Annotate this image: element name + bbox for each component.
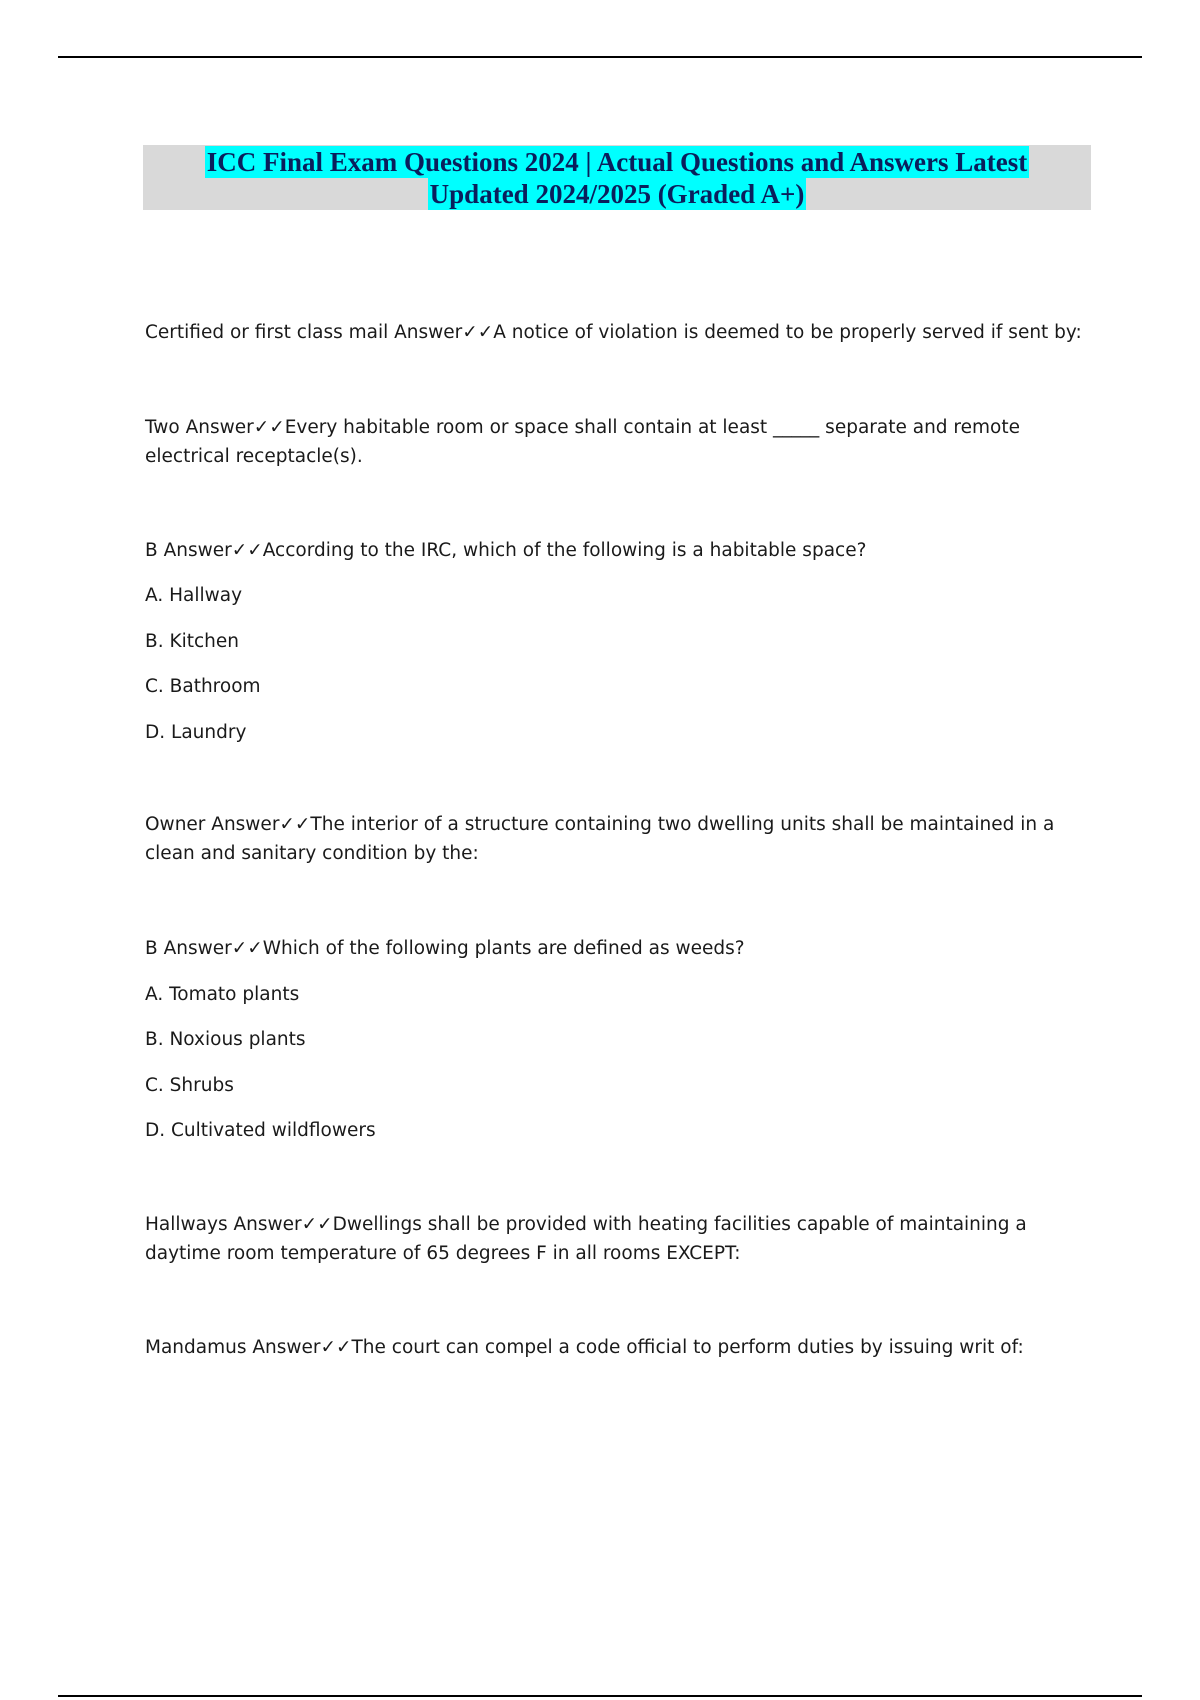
option-item: B. Noxious plants bbox=[145, 1029, 306, 1050]
question-2 bbox=[145, 413, 1100, 471]
top-rule bbox=[58, 56, 1142, 58]
bottom-rule bbox=[58, 1695, 1142, 1697]
option-item: A. Tomato plants bbox=[145, 984, 300, 1005]
question-7 bbox=[145, 1333, 1100, 1362]
question-4 bbox=[145, 810, 1100, 868]
question-3 bbox=[145, 536, 1100, 565]
question-5 bbox=[145, 934, 1100, 963]
option-item: C. Shrubs bbox=[145, 1075, 234, 1096]
option-item: D. Cultivated wildflowers bbox=[145, 1120, 376, 1141]
title-line-1: ICC Final Exam Questions 2024 | Actual Questions and Answers Latest bbox=[206, 146, 1028, 177]
question-text: Hallways Answer✓✓Dwellings shall be provided with heating facilities capable of maintaining a daytime room temperature of 65 degrees F in all rooms EXCEPT: bbox=[145, 1214, 1027, 1264]
option-item: A. Hallway bbox=[145, 585, 243, 606]
question-6 bbox=[145, 1210, 1100, 1268]
option-item: C. Bathroom bbox=[145, 676, 261, 697]
option-item: B. Kitchen bbox=[145, 631, 239, 652]
document-title bbox=[143, 145, 1091, 210]
title-line-2: Updated 2024/2025 (Graded A+) bbox=[429, 178, 805, 209]
question-text: B Answer✓✓Which of the following plants are defined as weeds? bbox=[145, 938, 745, 959]
question-1 bbox=[145, 318, 1100, 347]
option-item: D. Laundry bbox=[145, 722, 247, 743]
question-text: Certified or first class mail Answer✓✓A notice of violation is deemed to be properly served if sent by: bbox=[145, 322, 1082, 343]
question-text: Owner Answer✓✓The interior of a structure containing two dwelling units shall be maintained in a clean and sanitary condition by the: bbox=[145, 814, 1055, 864]
question-text: B Answer✓✓According to the IRC, which of the following is a habitable space? bbox=[145, 540, 867, 561]
question-text: Mandamus Answer✓✓The court can compel a code official to perform duties by issuing writ of: bbox=[145, 1337, 1024, 1358]
question-text: Two Answer✓✓Every habitable room or space shall contain at least _____ separate and remote electrical receptacle(s). bbox=[145, 417, 1020, 467]
